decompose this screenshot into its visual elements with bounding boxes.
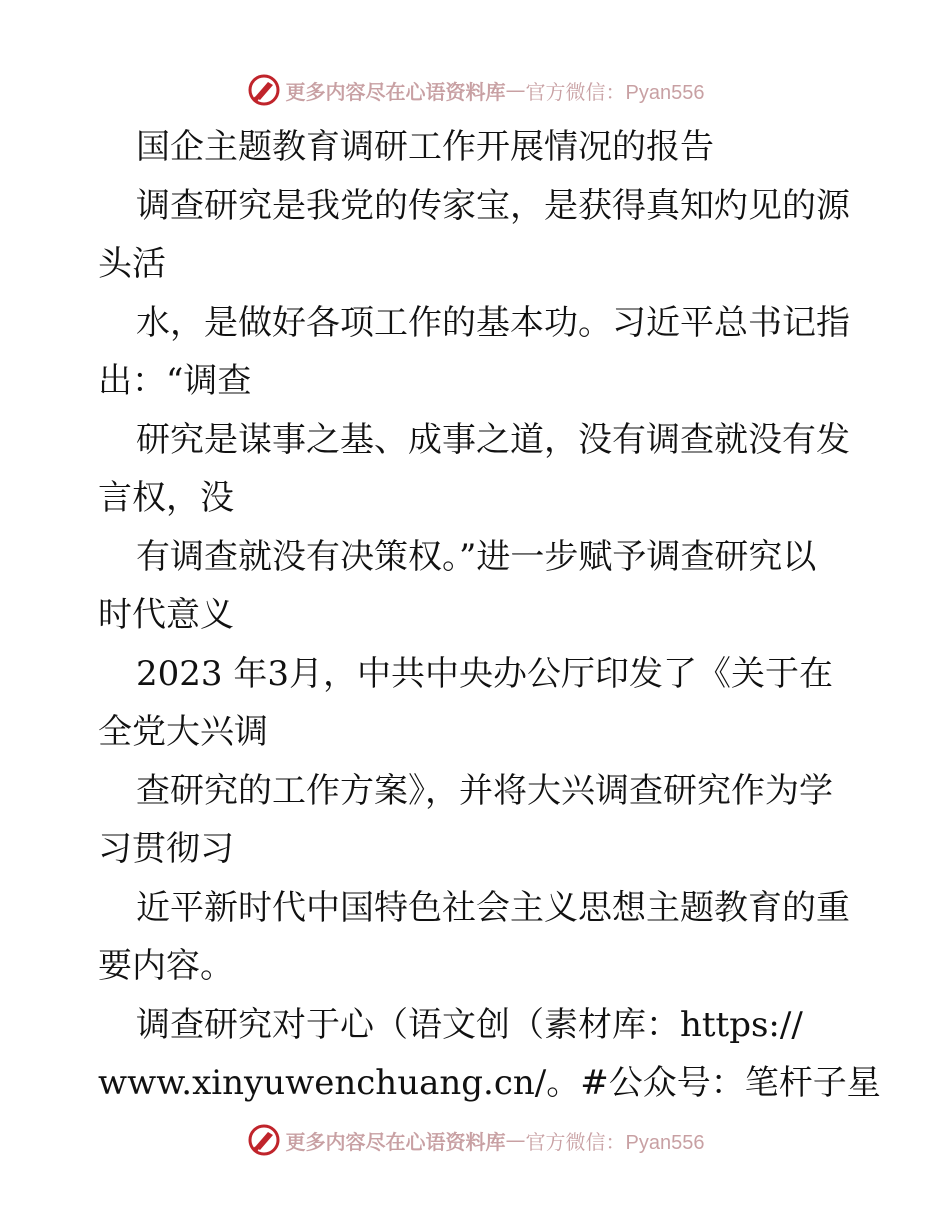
- document-title: 国企主题教育调研工作开展情况的报告: [136, 127, 714, 167]
- text-line: 出：“调查: [98, 361, 252, 401]
- watermark-text: 更多内容尽在心语资料库: [285, 79, 506, 104]
- text-line: 查研究的工作方案》，并将大兴调查研究作为学: [136, 770, 833, 811]
- text-line: 言权，没: [98, 478, 234, 518]
- text-line: 2023 年3月，中共中央办公厅印发了《关于在: [136, 653, 833, 694]
- text-line: 要内容。: [98, 946, 234, 986]
- text-line: 时代意义: [98, 595, 234, 635]
- document-body: [98, 118, 881, 1113]
- watermark-separator: —: [505, 78, 526, 102]
- watermark-wechat: 官方微信：Pyan556: [525, 81, 705, 104]
- text-line: 头活: [98, 244, 166, 284]
- text-line: 近平新时代中国特色社会主义思想主题教育的重: [136, 887, 850, 928]
- text-line: www.xinyuwenchuang.cn/。#公众号：笔杆子星: [98, 1063, 881, 1103]
- text-line: 全党大兴调: [98, 712, 268, 752]
- pen-logo-icon: [246, 1122, 282, 1158]
- pen-logo-icon: [246, 72, 282, 108]
- watermark-wechat: 官方微信：Pyan556: [525, 1131, 705, 1154]
- text-line: 调查研究是我党的传家宝，是获得真知灼见的源: [136, 185, 850, 226]
- watermark-text: 更多内容尽在心语资料库: [285, 1129, 506, 1154]
- text-line: 水，是做好各项工作的基本功。习近平总书记指: [136, 302, 850, 343]
- text-line: 调查研究对于心（语文创（素材库：https://: [136, 1004, 803, 1045]
- footer-watermark: [0, 1120, 950, 1160]
- text-line: 研究是谋事之基、成事之道，没有调查就没有发: [136, 419, 850, 460]
- watermark-separator: —: [505, 1128, 526, 1152]
- text-line: 有调查就没有决策权。”进一步赋予调查研究以: [136, 536, 817, 577]
- text-line: 习贯彻习: [98, 829, 234, 869]
- header-watermark: [0, 70, 950, 110]
